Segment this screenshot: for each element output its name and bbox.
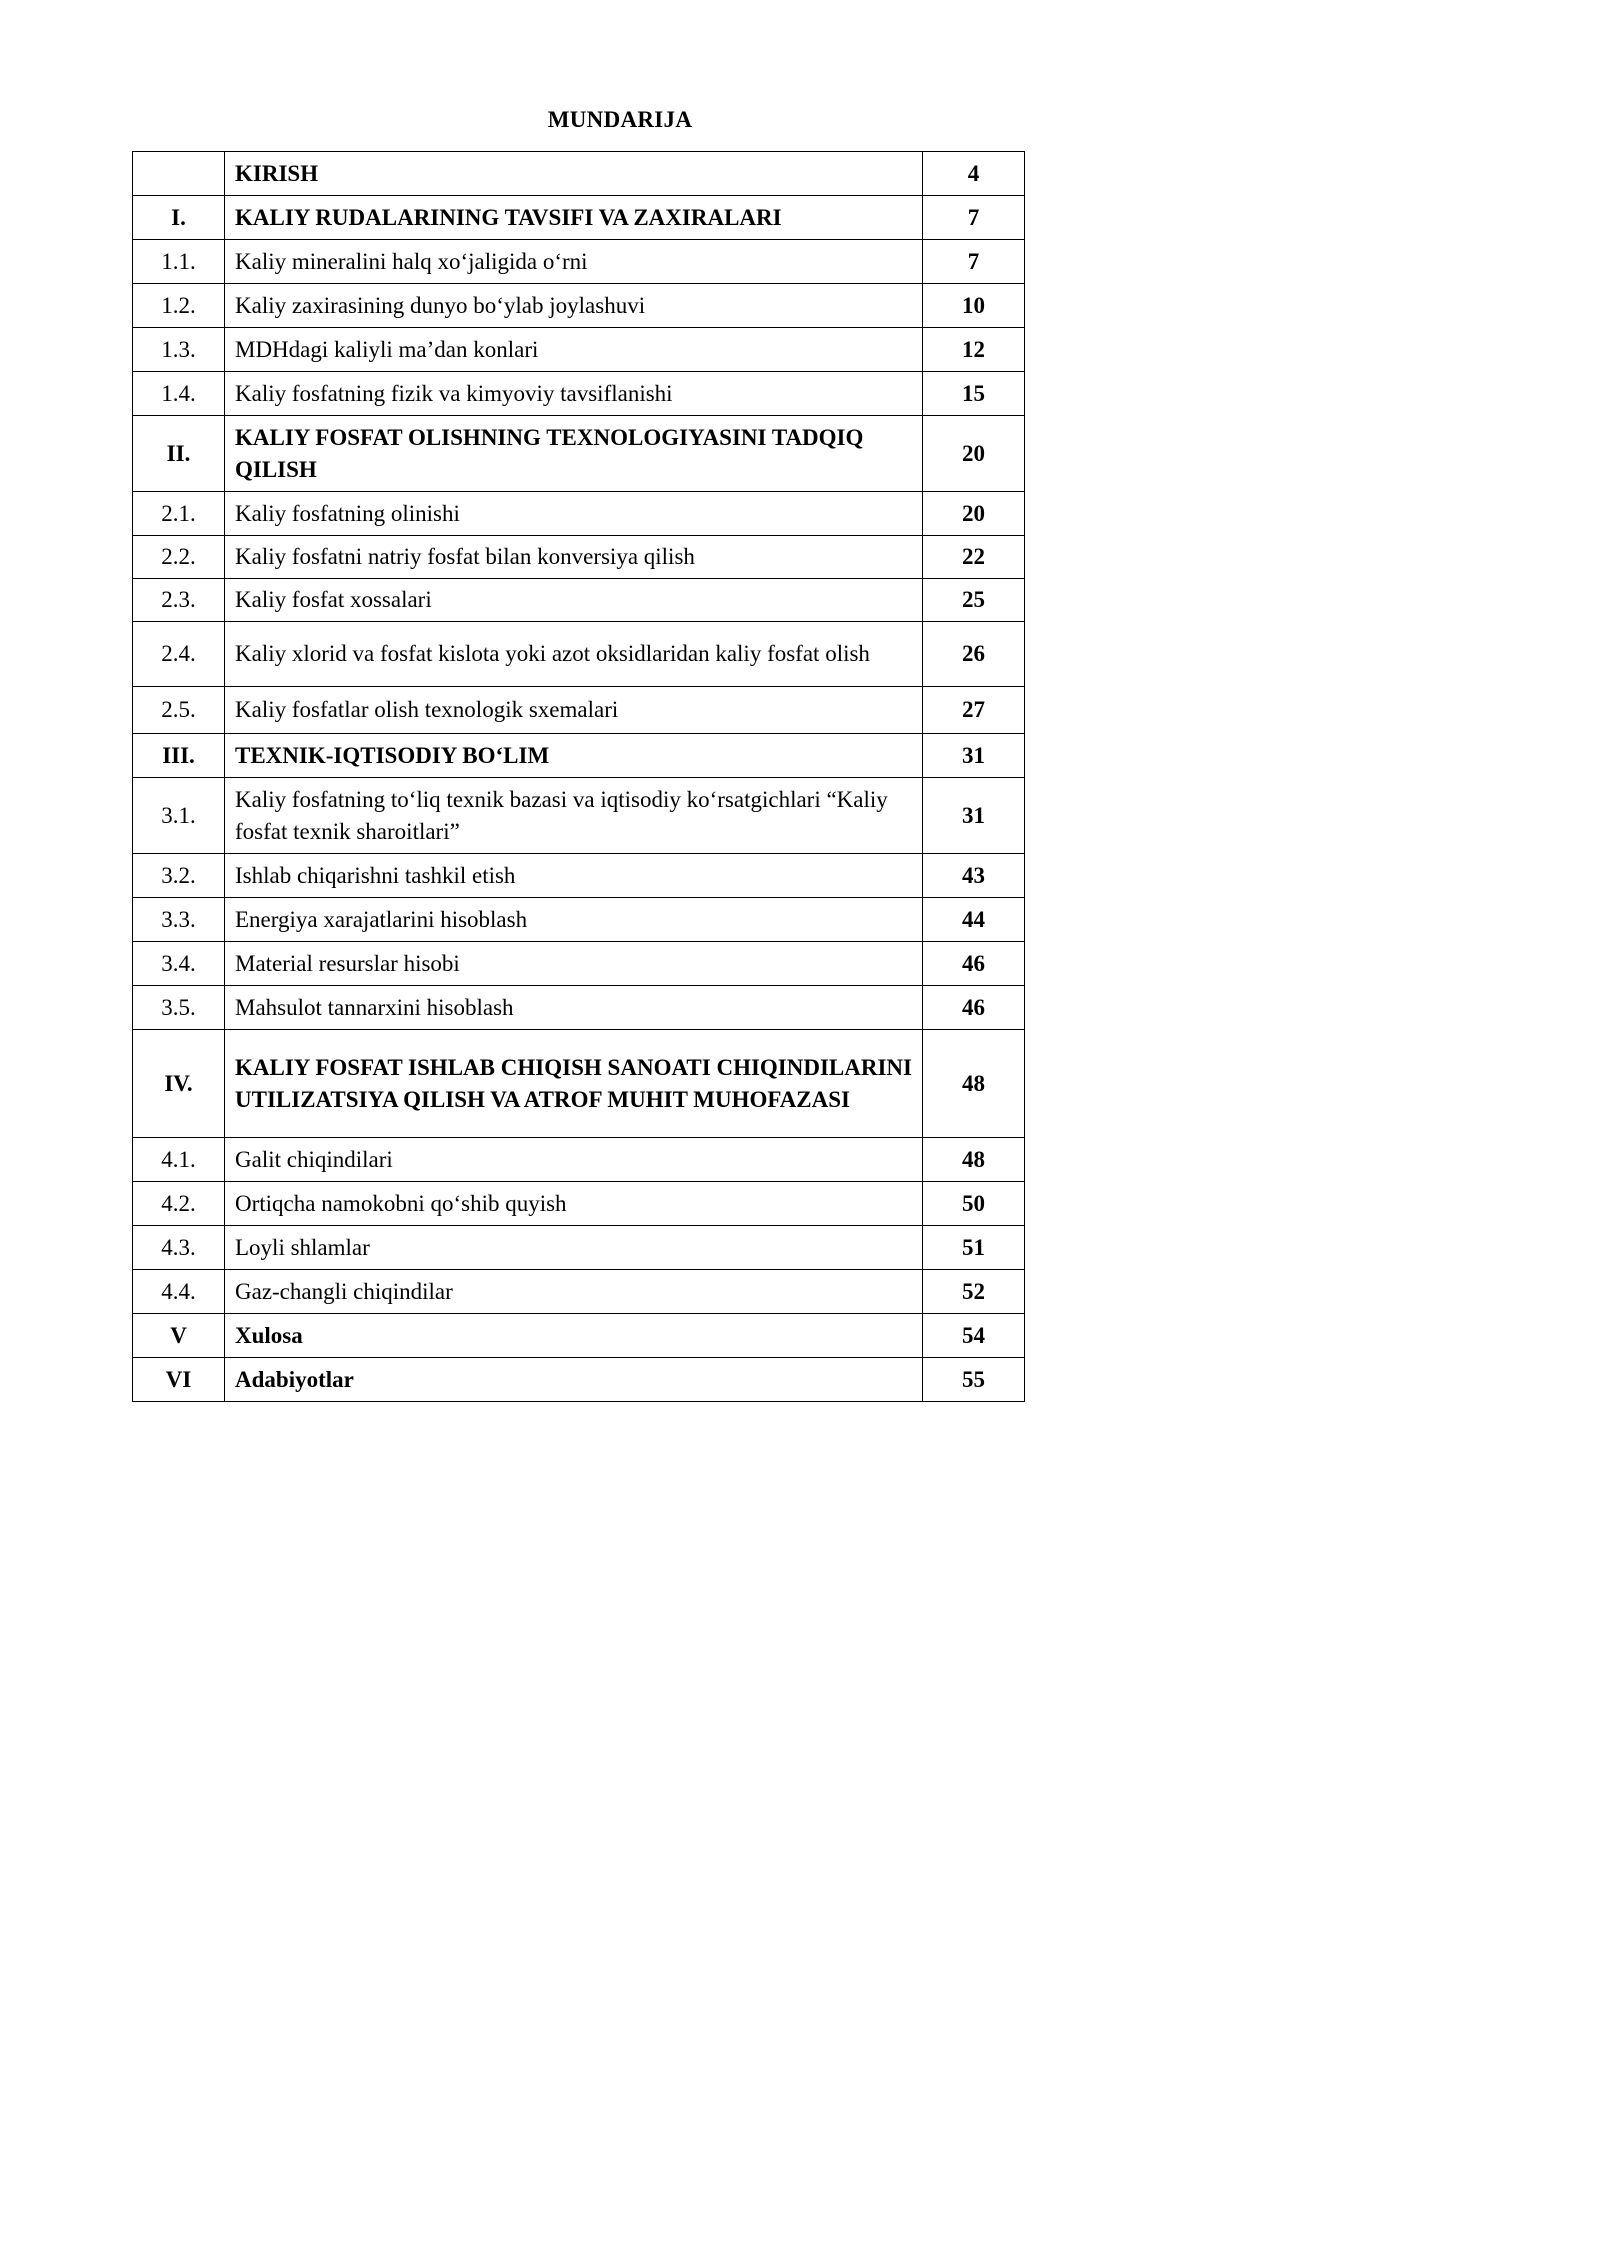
toc-section-row <box>133 1226 1025 1270</box>
toc-title: Kaliy fosfatlar olish texnologik sxemalari <box>225 687 923 734</box>
toc-number: 3.4. <box>133 942 225 986</box>
toc-page-number: 46 <box>923 986 1025 1030</box>
toc-title: TEXNIK-IQTISODIY BO‘LIM <box>225 734 923 778</box>
toc-chapter-row <box>133 1030 1025 1138</box>
toc-section-row <box>133 854 1025 898</box>
toc-title: Kaliy fosfatning fizik va kimyoviy tavsiflanishi <box>225 372 923 416</box>
toc-page-number: 4 <box>923 152 1025 196</box>
toc-page-number: 44 <box>923 898 1025 942</box>
toc-title: Material resurslar hisobi <box>225 942 923 986</box>
toc-page-number: 51 <box>923 1226 1025 1270</box>
toc-page-number: 50 <box>923 1182 1025 1226</box>
toc-page-number: 10 <box>923 284 1025 328</box>
toc-chapter-row <box>133 196 1025 240</box>
toc-section-row <box>133 986 1025 1030</box>
toc-number: 1.1. <box>133 240 225 284</box>
toc-chapter-row <box>133 734 1025 778</box>
toc-title: Kaliy fosfatning to‘liq texnik bazasi va iqtisodiy ko‘rsatgichlari “Kaliy fosfat texnik sharoitlari” <box>225 778 923 854</box>
table-of-contents <box>132 151 1025 1402</box>
toc-section-row <box>133 579 1025 622</box>
toc-section-row <box>133 536 1025 579</box>
toc-number: 2.1. <box>133 492 225 536</box>
toc-page-number: 27 <box>923 687 1025 734</box>
toc-section-row <box>133 284 1025 328</box>
toc-section-row <box>133 687 1025 734</box>
toc-title: KIRISH <box>225 152 923 196</box>
toc-section-row <box>133 492 1025 536</box>
toc-chapter-row <box>133 416 1025 492</box>
toc-section-row <box>133 622 1025 687</box>
toc-number: 1.3. <box>133 328 225 372</box>
toc-section-row <box>133 328 1025 372</box>
toc-page-number: 31 <box>923 734 1025 778</box>
toc-section-row <box>133 240 1025 284</box>
toc-chapter-row <box>133 1358 1025 1402</box>
toc-number: 3.3. <box>133 898 225 942</box>
toc-number: 2.2. <box>133 536 225 579</box>
toc-number: 3.2. <box>133 854 225 898</box>
toc-number: IV. <box>133 1030 225 1138</box>
toc-page-number: 46 <box>923 942 1025 986</box>
toc-title: Kaliy fosfat xossalari <box>225 579 923 622</box>
toc-chapter-row <box>133 1314 1025 1358</box>
toc-title: Ishlab chiqarishni tashkil etish <box>225 854 923 898</box>
toc-page-number: 54 <box>923 1314 1025 1358</box>
toc-title: Gaz-changli chiqindilar <box>225 1270 923 1314</box>
toc-number <box>133 152 225 196</box>
toc-title: Xulosa <box>225 1314 923 1358</box>
toc-page-number: 20 <box>923 416 1025 492</box>
toc-number: III. <box>133 734 225 778</box>
toc-number: 3.5. <box>133 986 225 1030</box>
toc-page-number: 25 <box>923 579 1025 622</box>
toc-number: II. <box>133 416 225 492</box>
toc-page-number: 48 <box>923 1030 1025 1138</box>
toc-number: VI <box>133 1358 225 1402</box>
toc-chapter-row <box>133 152 1025 196</box>
toc-number: 4.4. <box>133 1270 225 1314</box>
toc-page-number: 12 <box>923 328 1025 372</box>
toc-page-number: 31 <box>923 778 1025 854</box>
toc-title: Kaliy mineralini halq xo‘jaligida o‘rni <box>225 240 923 284</box>
toc-page-number: 43 <box>923 854 1025 898</box>
toc-title: Kaliy fosfatni natriy fosfat bilan konversiya qilish <box>225 536 923 579</box>
toc-section-row <box>133 778 1025 854</box>
toc-title: Ortiqcha namokobni qo‘shib quyish <box>225 1182 923 1226</box>
toc-page-number: 52 <box>923 1270 1025 1314</box>
toc-title: Loyli shlamlar <box>225 1226 923 1270</box>
toc-page-number: 15 <box>923 372 1025 416</box>
toc-page-number: 22 <box>923 536 1025 579</box>
toc-number: 4.2. <box>133 1182 225 1226</box>
toc-title: Kaliy zaxirasining dunyo bo‘ylab joylashuvi <box>225 284 923 328</box>
toc-section-row <box>133 1270 1025 1314</box>
toc-title: Mahsulot tannarxini hisoblash <box>225 986 923 1030</box>
toc-title: KALIY FOSFAT OLISHNING TEXNOLOGIYASINI TADQIQ QILISH <box>225 416 923 492</box>
toc-page-number: 7 <box>923 196 1025 240</box>
toc-page-number: 26 <box>923 622 1025 687</box>
toc-number: I. <box>133 196 225 240</box>
toc-page-number: 55 <box>923 1358 1025 1402</box>
toc-section-row <box>133 898 1025 942</box>
toc-number: 4.1. <box>133 1138 225 1182</box>
toc-number: 1.2. <box>133 284 225 328</box>
toc-number: 3.1. <box>133 778 225 854</box>
toc-title: KALIY RUDALARINING TAVSIFI VA ZAXIRALARI <box>225 196 923 240</box>
toc-title: Galit chiqindilari <box>225 1138 923 1182</box>
toc-page-number: 48 <box>923 1138 1025 1182</box>
toc-number: V <box>133 1314 225 1358</box>
toc-number: 2.3. <box>133 579 225 622</box>
toc-page-number: 20 <box>923 492 1025 536</box>
toc-title: MDHdagi kaliyli ma’dan konlari <box>225 328 923 372</box>
toc-body <box>133 152 1025 1402</box>
page-title: MUNDARIJA <box>547 107 693 132</box>
toc-section-row <box>133 942 1025 986</box>
toc-number: 2.4. <box>133 622 225 687</box>
toc-title: Kaliy xlorid va fosfat kislota yoki azot oksidlaridan kaliy fosfat olish <box>225 622 923 687</box>
toc-title: Kaliy fosfatning olinishi <box>225 492 923 536</box>
toc-section-row <box>133 1138 1025 1182</box>
toc-title: Adabiyotlar <box>225 1358 923 1402</box>
toc-page-number: 7 <box>923 240 1025 284</box>
toc-number: 2.5. <box>133 687 225 734</box>
toc-number: 4.3. <box>133 1226 225 1270</box>
toc-section-row <box>133 372 1025 416</box>
toc-title: Energiya xarajatlarini hisoblash <box>225 898 923 942</box>
toc-title: KALIY FOSFAT ISHLAB CHIQISH SANOATI CHIQINDILARINI UTILIZATSIYA QILISH VA ATROF MUHIT MUHOFAZASI <box>225 1030 923 1138</box>
toc-section-row <box>133 1182 1025 1226</box>
toc-number: 1.4. <box>133 372 225 416</box>
